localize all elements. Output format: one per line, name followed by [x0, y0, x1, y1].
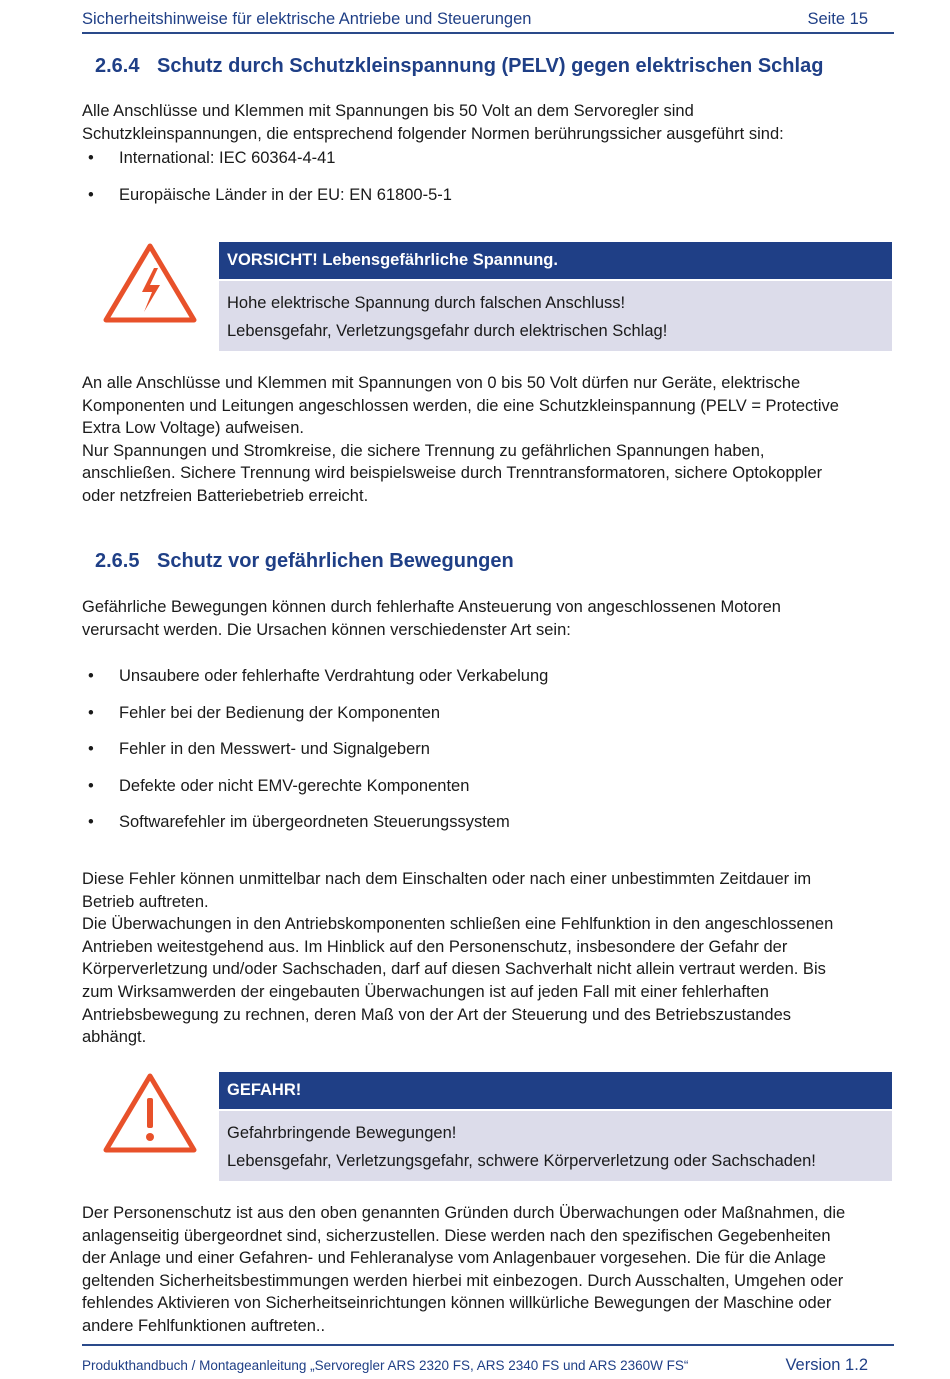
text-line: Die Überwachungen in den Antriebskomponenten schließen eine Fehlfunktion in den angeschlossenen	[82, 915, 834, 934]
caution-box	[219, 242, 892, 351]
section-number: 2.6.4	[95, 55, 140, 77]
electric-shock-warning-icon	[102, 240, 198, 324]
list-item: • International: IEC 60364-4-41	[88, 149, 336, 167]
text-line: anschließen. Sichere Trennung wird beispielsweise durch Trenntransformatoren, sichere Optokoppler	[82, 464, 823, 483]
text-line: geltenden Sicherheitsbestimmungen werden hierbei mit einbezogen. Durch Ausschalten, Umgehen oder	[82, 1271, 844, 1290]
caution-line: Lebensgefahr, Verletzungsgefahr durch elektrischen Schlag!	[227, 322, 668, 340]
page-header	[82, 8, 894, 34]
list-item: • Unsaubere oder fehlerhafte Verdrahtung oder Verkabelung	[88, 667, 549, 685]
list-item: • Defekte oder nicht EMV-gerechte Komponenten	[88, 776, 470, 795]
caution-line: Hohe elektrische Spannung durch falschen Anschluss!	[227, 294, 626, 312]
text-line: der Anlage und einer Gefahren- und Fehleranalyse vom Anlagenbauer vorgesehen. Die für die Anlage	[82, 1249, 826, 1268]
text-line: Körperverletzung und/oder Sachschaden, darf auf diesen Sachverhalt nicht allein vertraut werden. Bis	[82, 960, 826, 979]
list-item: • Europäische Länder in der EU: EN 61800-5-1	[88, 186, 452, 204]
text-line: Nur Spannungen und Stromkreise, die sichere Trennung zu gefährlichen Spannungen haben,	[82, 441, 765, 460]
section-number: 2.6.5	[95, 550, 140, 572]
text-line: An alle Anschlüsse und Klemmen mit Spannungen von 0 bis 50 Volt dürfen nur Geräte, elektrische	[82, 374, 801, 392]
text-line: Alle Anschlüsse und Klemmen mit Spannungen bis 50 Volt an dem Servoregler sind	[82, 102, 694, 120]
text-line: zum Wirksamwerden der eingebauten Überwachungen ist auf jeden Fall mit einer fehlerhaften	[82, 982, 769, 1001]
text-line: Komponenten und Leitungen angeschlossen werden, die eine Schutzkleinspannung (PELV = Protective	[82, 396, 839, 415]
text-line: oder netzfreien Batteriebetrieb erreicht.	[82, 486, 369, 505]
danger-box	[219, 1072, 892, 1181]
list-item: • Softwarefehler im übergeordneten Steuerungssystem	[88, 813, 510, 831]
danger-line: Gefahrbringende Bewegungen!	[227, 1124, 457, 1142]
text-line: Betrieb auftreten.	[82, 892, 209, 911]
page-number: Seite 15	[807, 10, 868, 28]
general-danger-warning-icon	[102, 1070, 198, 1154]
text-line: abhängt.	[82, 1028, 147, 1047]
section2-intro	[82, 596, 894, 641]
caution-title: VORSICHT! Lebensgefährliche Spannung.	[219, 242, 892, 279]
text-line: anlagenseitig übergeordnet sind, sicherzustellen. Diese werden nach den spezifischen Gegebenheiten	[82, 1226, 831, 1245]
danger-title: GEFAHR!	[219, 1072, 892, 1109]
footer-document-title: Produkthandbuch / Montageanleitung „Servoregler ARS 2320 FS, ARS 2340 FS und ARS 2360W FS“	[82, 1358, 689, 1373]
text-line: Antriebsbewegung zu rechnen, deren Maß von der Art der Steuerung und des Betriebszustandes	[82, 1005, 792, 1024]
section2-closing	[82, 1202, 894, 1338]
list-item: • Fehler bei der Bedienung der Komponenten	[88, 703, 441, 722]
text-line: Schutzkleinspannungen, die entsprechend folgender Normen berührungssicher ausgeführt sind:	[82, 124, 784, 143]
text-line: Der Personenschutz ist aus den oben genannten Gründen durch Überwachungen oder Maßnahmen, die	[82, 1204, 846, 1222]
causes-list	[82, 667, 882, 832]
section1-body	[82, 372, 894, 508]
danger-body	[219, 1111, 892, 1181]
section-title: Schutz durch Schutzkleinspannung (PELV) gegen elektrischen Schlag	[157, 55, 824, 77]
section-heading-2-6-4	[95, 55, 823, 78]
section-heading-2-6-5	[95, 550, 514, 573]
text-line: andere Fehlfunktionen auftreten..	[82, 1316, 326, 1335]
footer-version: Version 1.2	[785, 1356, 868, 1374]
list-item: • Fehler in den Messwert- und Signalgebern	[88, 740, 430, 758]
norms-list	[82, 149, 882, 205]
text-line: verursacht werden. Die Ursachen können verschiedenster Art sein:	[82, 620, 571, 639]
text-line: fehlendes Aktivieren von Sicherheitseinrichtungen können willkürliche Bewegungen der Maschine oder	[82, 1294, 832, 1313]
section-title: Schutz vor gefährlichen Bewegungen	[157, 550, 514, 572]
text-line: Extra Low Voltage) aufweisen.	[82, 419, 304, 438]
header-title: Sicherheitshinweise für elektrische Antriebe und Steuerungen	[82, 10, 532, 28]
caution-body	[219, 281, 892, 351]
page-footer	[82, 1344, 894, 1374]
text-line: Diese Fehler können unmittelbar nach dem Einschalten oder nach einer unbestimmten Zeitdauer im	[82, 870, 812, 888]
text-line: Gefährliche Bewegungen können durch fehlerhafte Ansteuerung von angeschlossenen Motoren	[82, 598, 781, 616]
danger-line: Lebensgefahr, Verletzungsgefahr, schwere Körperverletzung oder Sachschaden!	[227, 1152, 816, 1170]
section1-intro	[82, 100, 894, 145]
text-line: Antrieben weitestgehend aus. Im Hinblick auf den Personenschutz, insbesondere der Gefahr der	[82, 937, 788, 956]
section2-body	[82, 868, 894, 1049]
